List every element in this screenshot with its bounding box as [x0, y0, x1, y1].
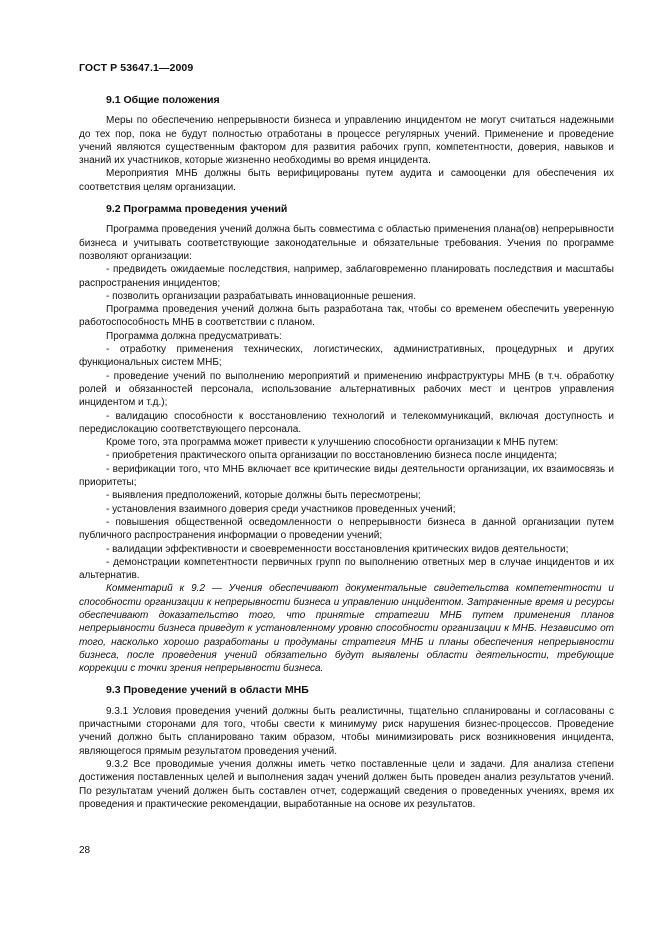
section-heading-9-2: 9.2 Программа проведения учений: [106, 203, 288, 216]
list-item: - отработку применения технических, логистических, административных, процедурных и других функциональных систем МНБ;: [79, 344, 614, 369]
paragraph: Кроме того, эта программа может привести к улучшению способности организации к МНБ путем:: [106, 437, 559, 449]
document-header: ГОСТ Р 53647.1—2009: [79, 62, 194, 74]
paragraph: Программа проведения учений должна быть разработана так, чтобы со временем обеспечить уверенную работоспособность МНБ в соответствии с планом.: [79, 304, 614, 329]
list-item: - предвидеть ожидаемые последствия, например, заблаговременно планировать последствия и масштабы распространения инцидентов;: [79, 264, 614, 289]
paragraph: Меры по обеспечению непрерывности бизнеса и управлению инцидентом не могут считаться надежными до тех пор, пока не будут полностью отработаны в процессе регулярных учений. Применение и проведение учений являются существенным фактором для развития рабочих групп, компетентности, доверия, навыков и знаний их участников, которые жизненно необходимы во время инцидента.: [79, 115, 614, 167]
page-number: 28: [79, 845, 91, 856]
list-item: - верификации того, что МНБ включает все критические виды деятельности организации, их взаимосвязь и приоритеты;: [79, 463, 614, 489]
comment-note: Комментарий к 9.2 — Учения обеспечивают документальные свидетельства компетентности и способности организации к непрерывности бизнеса и управлению инцидентом. Затраченные время и ресурсы обеспечивают доказательство того, что принятые стратегии МНБ путем применения планов непрерывности бизнеса приведут к установленному уровню способности организации к МНБ. Независимо от того, насколько хорошо разработаны и продуманы стратегия МНБ и планы обеспечения непрерывности бизнеса, после проведения учений обязательно будут выявлены области деятельности, требующие коррекции с точки зрения непрерывности бизнеса.: [79, 583, 614, 675]
list-item: - демонстрации компетентности первичных групп по выполнению ответных мер в случае инцидентов и их альтернатив.: [79, 556, 614, 582]
list-item: - выявления предположений, которые должны быть пересмотрены;: [106, 490, 421, 502]
list-item: - установления взаимного доверия среди участников проведенных учений;: [106, 503, 456, 515]
paragraph-9-3-1: 9.3.1 Условия проведения учений должны быть реалистичны, тщательно спланированы и согласованы с причастными сторонами для того, чтобы свести к минимуму риск нарушения бизнес-процессов. Проведение учений должно быть спланировано таким образом, чтобы минимизировать риск возникновения инцидента, являющегося прямым результатом проведения учений.: [79, 705, 614, 757]
list-item: - позволить организации разрабатывать инновационные решения.: [106, 290, 416, 302]
list-item: - валидацию способности к восстановлению технологий и телекоммуникаций, включая доступность и передислокацию соответствующего персонала.: [79, 410, 614, 435]
section-heading-9-3: 9.3 Проведение учений в области МНБ: [106, 684, 309, 697]
list-item: - валидации эффективности и своевременности восстановления критических видов деятельности;: [106, 543, 569, 555]
list-item: - повышения общественной осведомленности о непрерывности бизнеса в данной организации путем публичного распространения информации о проведении учений;: [79, 516, 614, 542]
list-item: - приобретения практического опыта организации по восстановлению бизнеса после инцидента;: [106, 450, 557, 462]
document-body: [79, 94, 614, 811]
paragraph: Программа должна предусматривать:: [106, 330, 282, 342]
section-heading-9-1: 9.1 Общие положения: [106, 94, 220, 106]
list-item: - проведение учений по выполнению мероприятий и применению инфраструктуры МНБ (в т.ч. обработку ролей и обязанностей персонала, использование альтернативных рабочих мест и центров управления инцидентом и т.д.);: [79, 370, 614, 409]
paragraph-9-3-2: 9.3.2 Все проводимые учения должны иметь четко поставленные цели и задачи. Для анализа степени достижения поставленных целей и выполнения задач учений должен быть проведен анализ результатов учений. По результатам учений должен быть составлен отчет, содержащий сведения о проведенных учениях, время их проведения и практические рекомендации, выработанные на основе их результатов.: [79, 758, 614, 810]
paragraph: Мероприятия МНБ должны быть верифицированы путем аудита и самооценки для обеспечения их соответствия целям организации.: [79, 168, 614, 193]
paragraph: Программа проведения учений должна быть совместима с областью применения плана(ов) непрерывности бизнеса и учитывать соответствующие законодательные и обязательные требования. Учения по программе позволяют организации:: [79, 224, 614, 262]
